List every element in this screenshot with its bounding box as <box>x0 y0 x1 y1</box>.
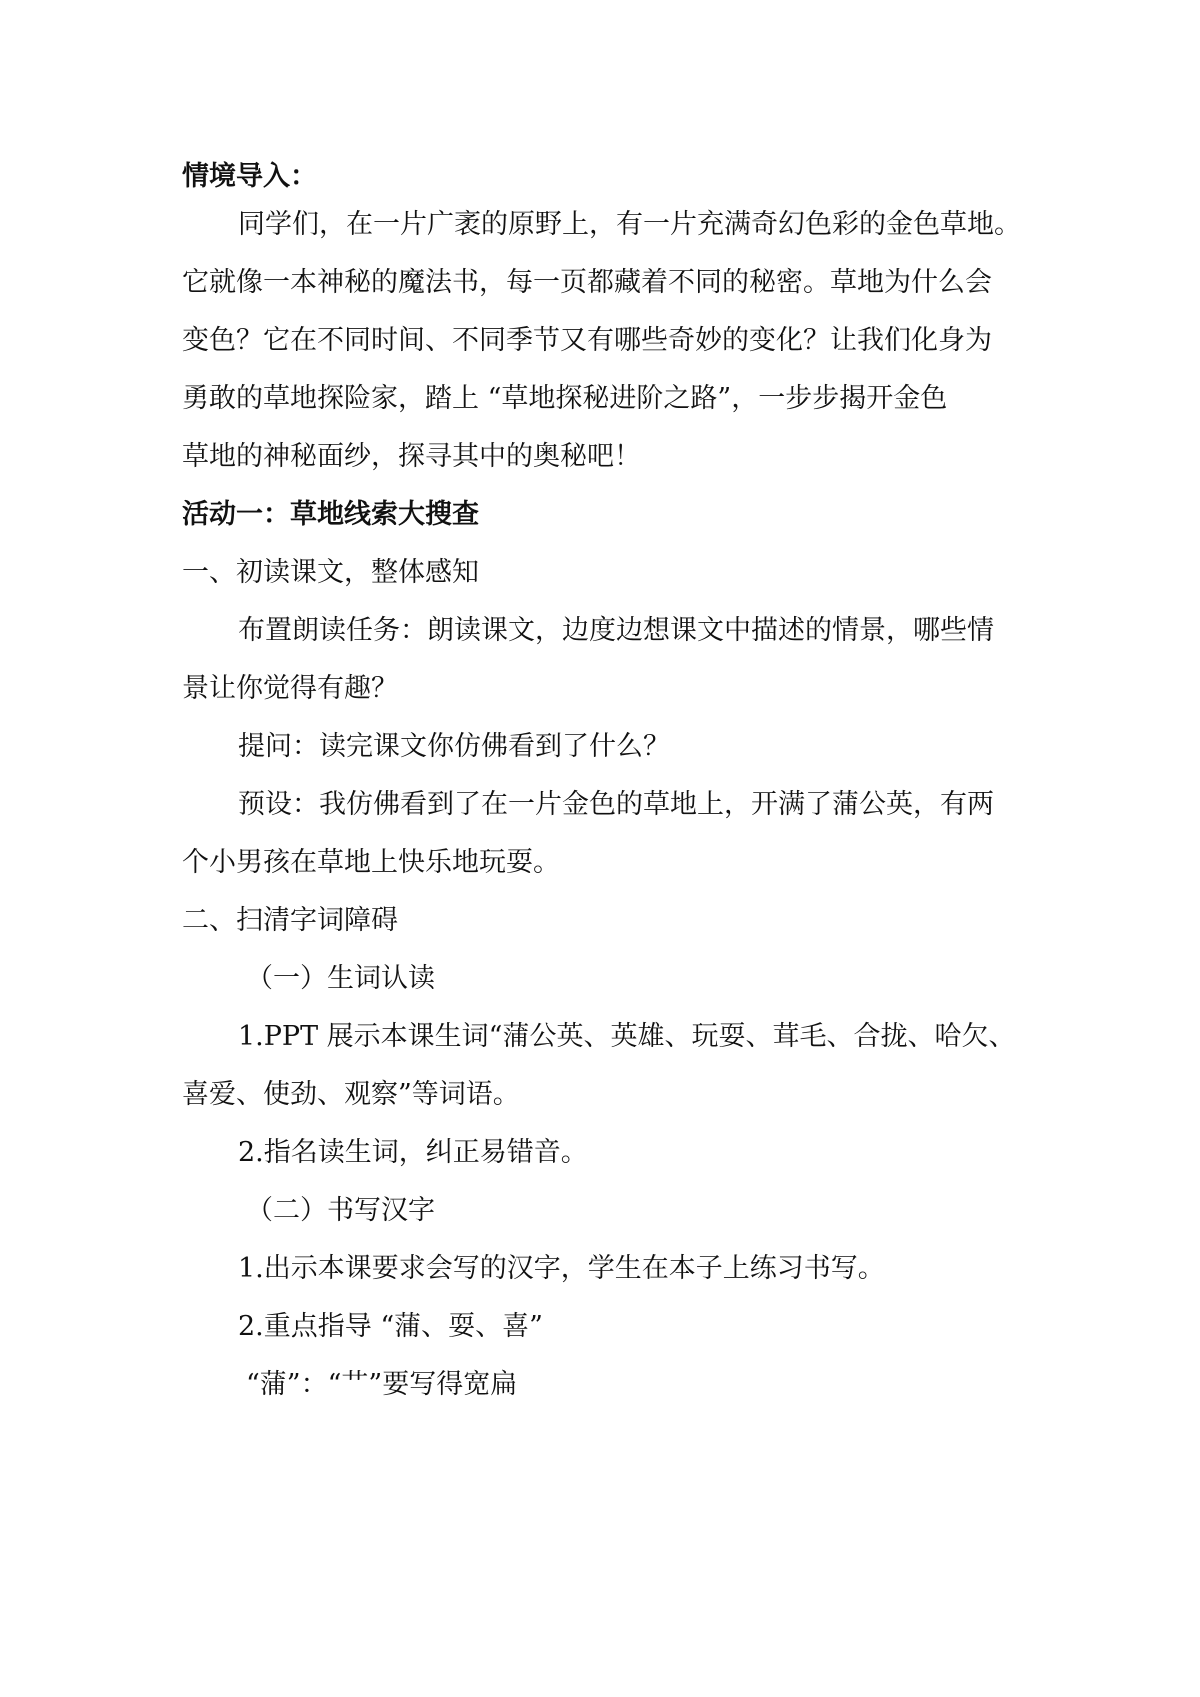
paragraph-line: 变色？它在不同时间、不同季节又有哪些奇妙的变化？让我们化身为 <box>182 325 992 356</box>
sub-subheading: （二）书写汉字 <box>246 1195 435 1226</box>
paragraph-line: 同学们，在一片广袤的原野上，有一片充满奇幻色彩的金色草地。 <box>238 209 1021 240</box>
paragraph-line: 1.PPT 展示本课生词“蒲公英、英雄、玩耍、茸毛、合拢、哈欠、 <box>238 1021 1016 1052</box>
paragraph-line: 个小男孩在草地上快乐地玩耍。 <box>182 847 560 878</box>
paragraph-line: 勇敢的草地探险家，踏上 “草地探秘进阶之路”，一步步揭开金色 <box>182 383 948 414</box>
section-heading-intro: 情境导入： <box>182 161 317 192</box>
activity-heading: 活动一：草地线索大搜查 <box>182 499 479 530</box>
paragraph-line: 预设：我仿佛看到了在一片金色的草地上，开满了蒲公英，有两 <box>238 789 994 820</box>
paragraph-line: 喜爱、使劲、观察”等词语。 <box>182 1079 520 1110</box>
paragraph-line: “蒲”：“艹”要写得宽扁 <box>246 1369 518 1400</box>
paragraph-line: 2.指名读生词，纠正易错音。 <box>238 1137 588 1168</box>
paragraph-line: 2.重点指导 “蒲、耍、喜” <box>238 1311 543 1342</box>
paragraph-line: 提问：读完课文你仿佛看到了什么？ <box>238 731 670 762</box>
paragraph-line: 它就像一本神秘的魔法书，每一页都藏着不同的秘密。草地为什么会 <box>182 267 992 298</box>
paragraph-line: 布置朗读任务：朗读课文，边度边想课文中描述的情景，哪些情 <box>238 615 994 646</box>
subheading: 一、初读课文，整体感知 <box>182 557 479 588</box>
paragraph-line: 草地的神秘面纱，探寻其中的奥秘吧！ <box>182 441 641 472</box>
paragraph-line: 景让你觉得有趣？ <box>182 673 398 704</box>
subheading: 二、扫清字词障碍 <box>182 905 398 936</box>
sub-subheading: （一）生词认读 <box>246 963 435 994</box>
paragraph-line: 1.出示本课要求会写的汉字，学生在本子上练习书写。 <box>238 1253 885 1284</box>
